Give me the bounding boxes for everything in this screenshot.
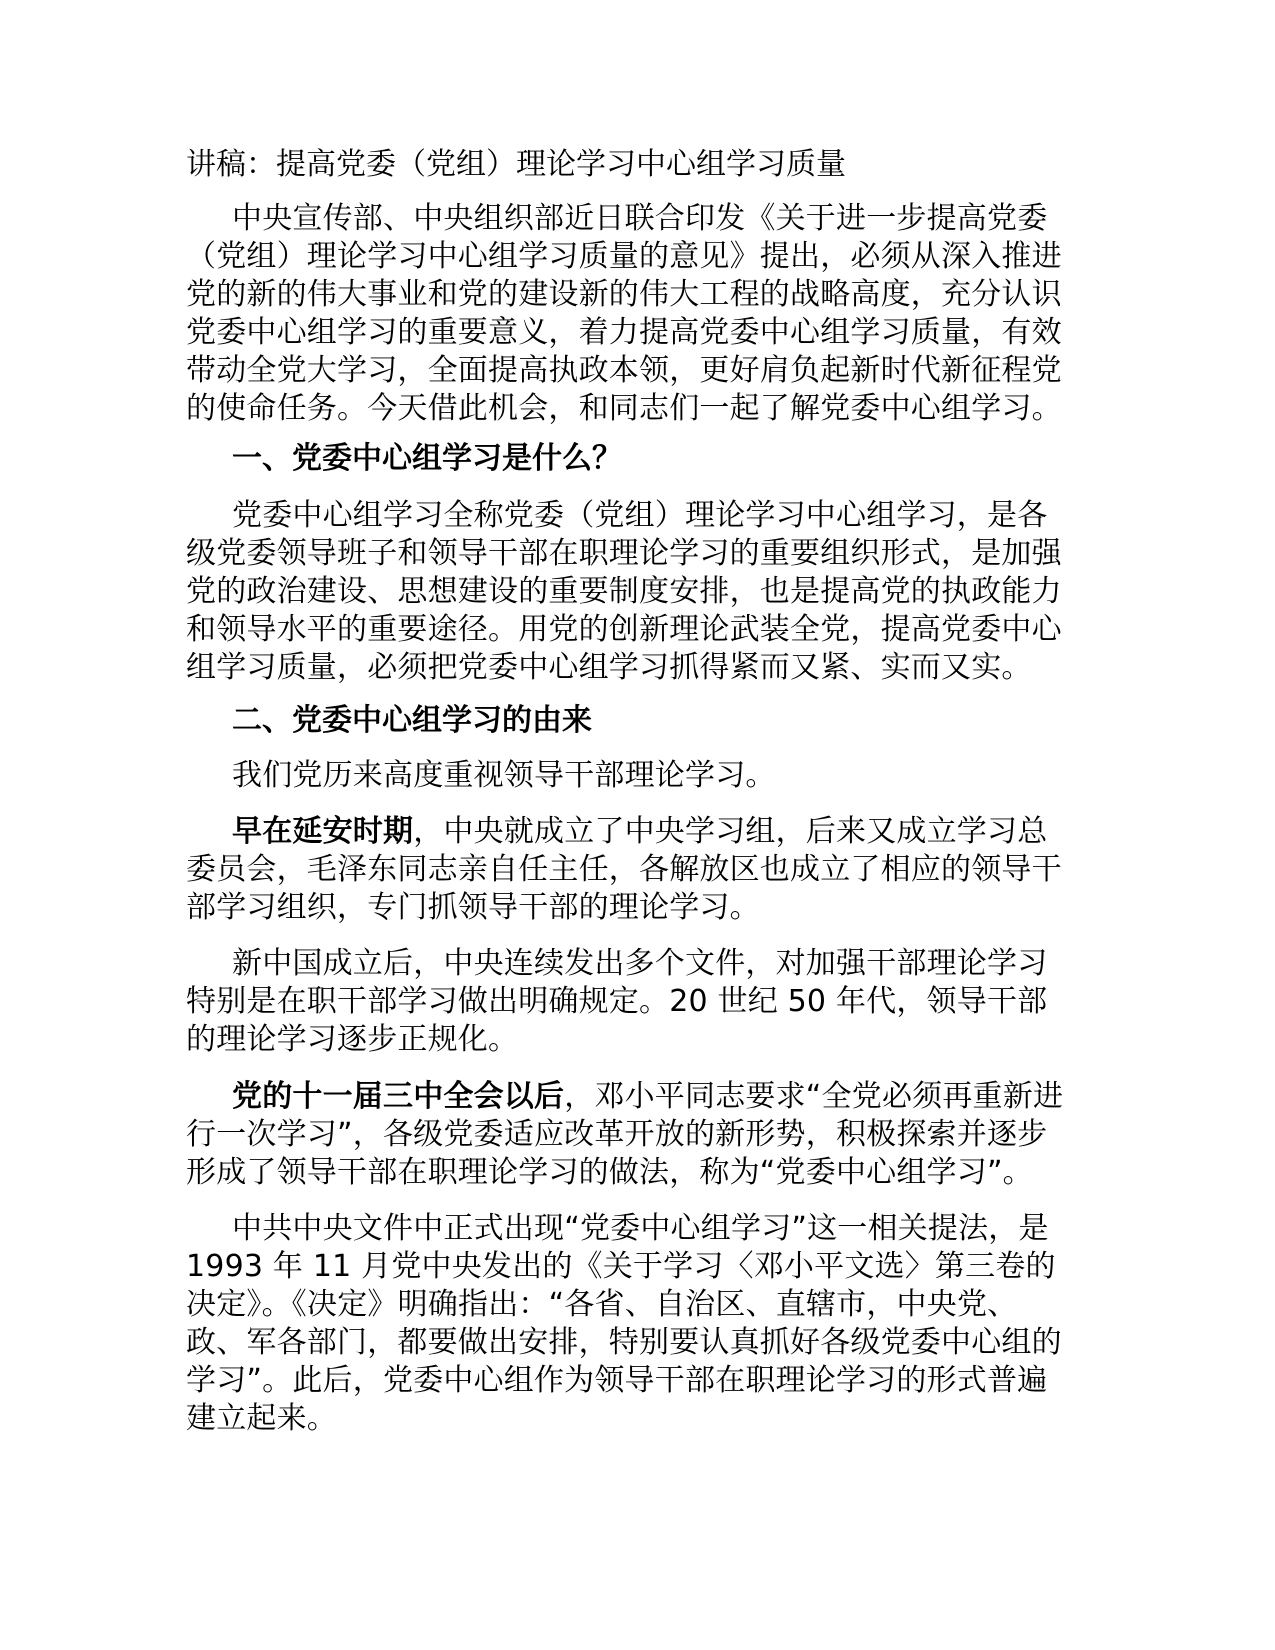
paragraph-yanan-body: ，中央就成立了中央学习组，后来又成立学习总委员会，毛泽东同志亲自任主任，各解放区也成立了相应的领导干部学习组织，专门抓领导干部的理论学习。 xyxy=(186,814,1062,925)
bold-lead-plenum: 党的十一届三中全会以后 xyxy=(232,1079,565,1114)
paragraph-definition: 党委中心组学习全称党委（党组）理论学习中心组学习，是各级党委领导班子和领导干部在职理论学习的重要组织形式，是加强党的政治建设、思想建设的重要制度安排，也是提高党的执政能力和领导水平的重要途径。用党的创新理论武装全党，提高党委中心组学习质量，必须把党委中心组学习抓得紧而又紧、实而又实。 xyxy=(186,498,1062,685)
paragraph-reform xyxy=(186,1078,1076,1192)
document-title: 讲稿：提高党委（党组）理论学习中心组学习质量 xyxy=(186,147,846,182)
paragraph-1993: 中共中央文件中正式出现“党委中心组学习”这一相关提法，是 1993 年 11 月党中央发出的《关于学习〈邓小平文选〉第三卷的决定》。《决定》明确指出：“各省、自治区、直辖市，中央党、政、军各部门，都要做出安排，特别要认真抓好各级党委中心组的学习”。此后，党委中心组作为领导干部在职理论学习的形式普遍建立起来。 xyxy=(186,1211,1062,1436)
section-heading-1: 一、党委中心组学习是什么？ xyxy=(232,441,622,476)
paragraph-history-intro: 我们党历来高度重视领导干部理论学习。 xyxy=(232,758,776,793)
section-heading-2: 二、党委中心组学习的由来 xyxy=(232,703,592,738)
paragraph-reform-body: ，邓小平同志要求“全党必须再重新进行一次学习”，各级党委适应改革开放的新形势，积极探索并逐步形成了领导干部在职理论学习的做法，称为“党委中心组学习”。 xyxy=(186,1079,1064,1190)
paragraph-intro: 中央宣传部、中央组织部近日联合印发《关于进一步提高党委（党组）理论学习中心组学习质量的意见》提出，必须从深入推进党的新的伟大事业和党的建设新的伟大工程的战略高度，充分认识党委中心组学习的重要意义，着力提高党委中心组学习质量，有效带动全党大学习，全面提高执政本领，更好肩负起新时代新征程党的使命任务。今天借此机会，和同志们一起了解党委中心组学习。 xyxy=(186,201,1062,426)
paragraph-new-china: 新中国成立后，中央连续发出多个文件，对加强干部理论学习特别是在职干部学习做出明确规定。20 世纪 50 年代，领导干部的理论学习逐步正规化。 xyxy=(186,946,1048,1057)
paragraph-yanan xyxy=(186,813,1076,927)
bold-lead-yanan: 早在延安时期 xyxy=(232,814,414,849)
